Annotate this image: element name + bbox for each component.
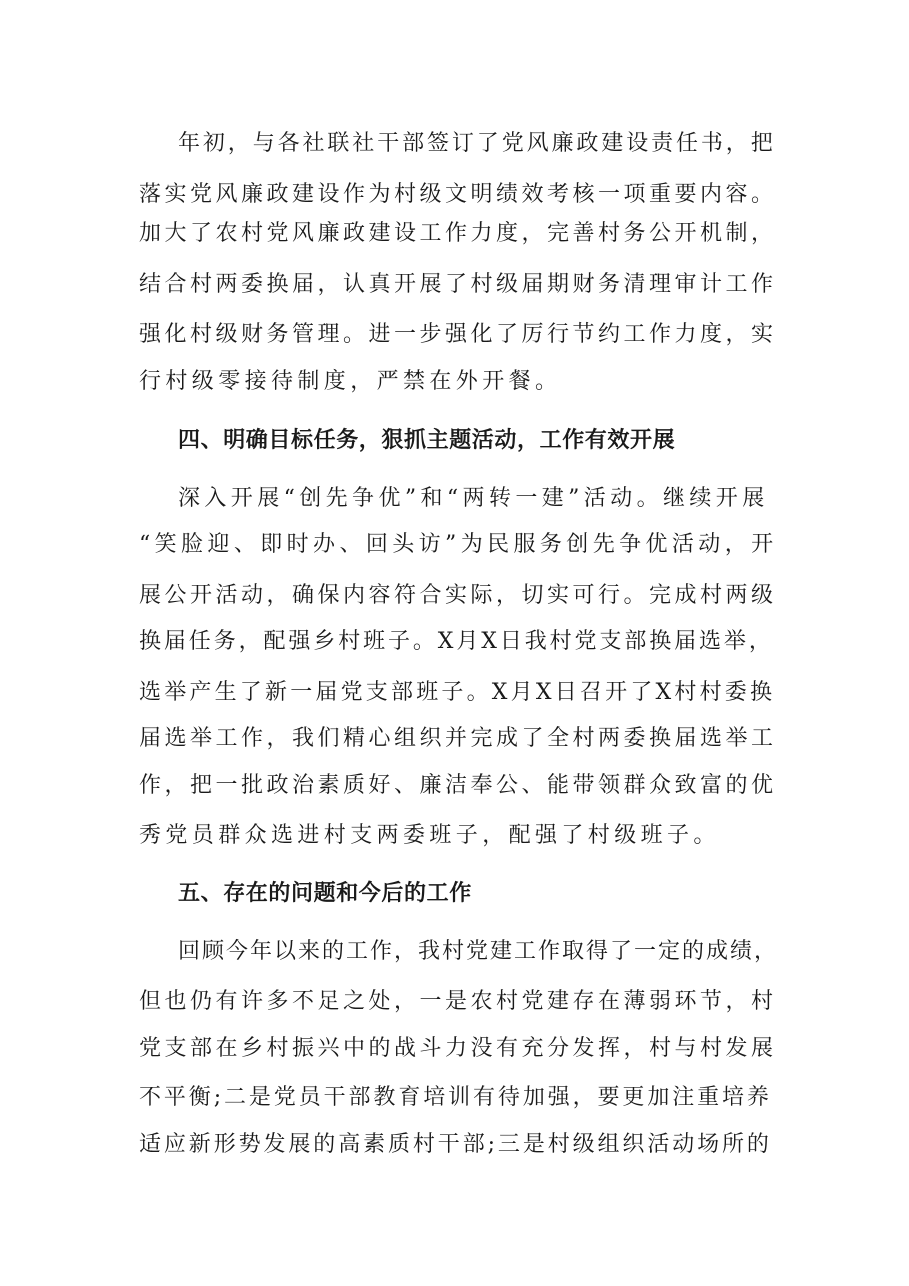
paragraph-2-line-1: 深入开展“创先争优”和“两转一建”活动。继续开展 xyxy=(178,486,769,511)
paragraph-1-line-4: 结合村两委换届，认真开展了村级届期财务清理审计工作 xyxy=(139,272,777,297)
paragraph-3-line-2: 但也仍有许多不足之处，一是农村党建存在薄弱环节，村 xyxy=(139,989,777,1014)
paragraph-1-line-3: 加大了农村党风廉政建设工作力度，完善村务公开机制， xyxy=(139,221,777,246)
paragraph-1-line-6: 行村级零接待制度，严禁在外开餐。 xyxy=(139,369,562,394)
paragraph-2-line-6: 届选举工作，我们精心组织并完成了全村两委换届选举工 xyxy=(139,726,777,751)
paragraph-1-line-2: 落实党风廉政建设作为村级文明绩效考核一项重要内容。 xyxy=(139,182,777,207)
paragraph-2-line-4: 换届任务，配强乡村班子。X月X日我村党支部换届选举， xyxy=(139,629,774,654)
paragraph-2-line-5: 选举产生了新一届党支部班子。X月X日召开了X村村委换 xyxy=(139,680,776,705)
paragraph-2-line-8: 秀党员群众选进村支两委班子，配强了村级班子。 xyxy=(139,823,720,848)
paragraph-2-line-3: 展公开活动，确保内容符合实际，切实可行。完成村两级 xyxy=(139,583,777,608)
paragraph-3-line-1: 回顾今年以来的工作，我村党建工作取得了一定的成绩， xyxy=(178,939,779,964)
paragraph-3-line-4: 不平衡;二是党员干部教育培训有待加强，要更加注重培养 xyxy=(139,1085,772,1110)
paragraph-1-line-5: 强化村级财务管理。进一步强化了厉行节约工作力度，实 xyxy=(139,322,777,347)
section-heading-5: 五、存在的问题和今后的工作 xyxy=(178,881,472,906)
paragraph-2-line-7: 作，把一批政治素质好、廉洁奉公、能带领群众致富的优 xyxy=(139,773,777,798)
paragraph-1-line-1: 年初，与各社联社干部签订了党风廉政建设责任书，把 xyxy=(178,131,776,156)
section-heading-4: 四、明确目标任务，狠抓主题活动，工作有效开展 xyxy=(178,428,676,453)
paragraph-3-line-5: 适应新形势发展的高素质村干部;三是村级组织活动场所的 xyxy=(139,1132,772,1157)
paragraph-2-line-2: “笑脸迎、即时办、回头访”为民服务创先争优活动，开 xyxy=(139,532,778,557)
paragraph-3-line-3: 党支部在乡村振兴中的战斗力没有充分发挥，村与村发展 xyxy=(139,1036,777,1061)
